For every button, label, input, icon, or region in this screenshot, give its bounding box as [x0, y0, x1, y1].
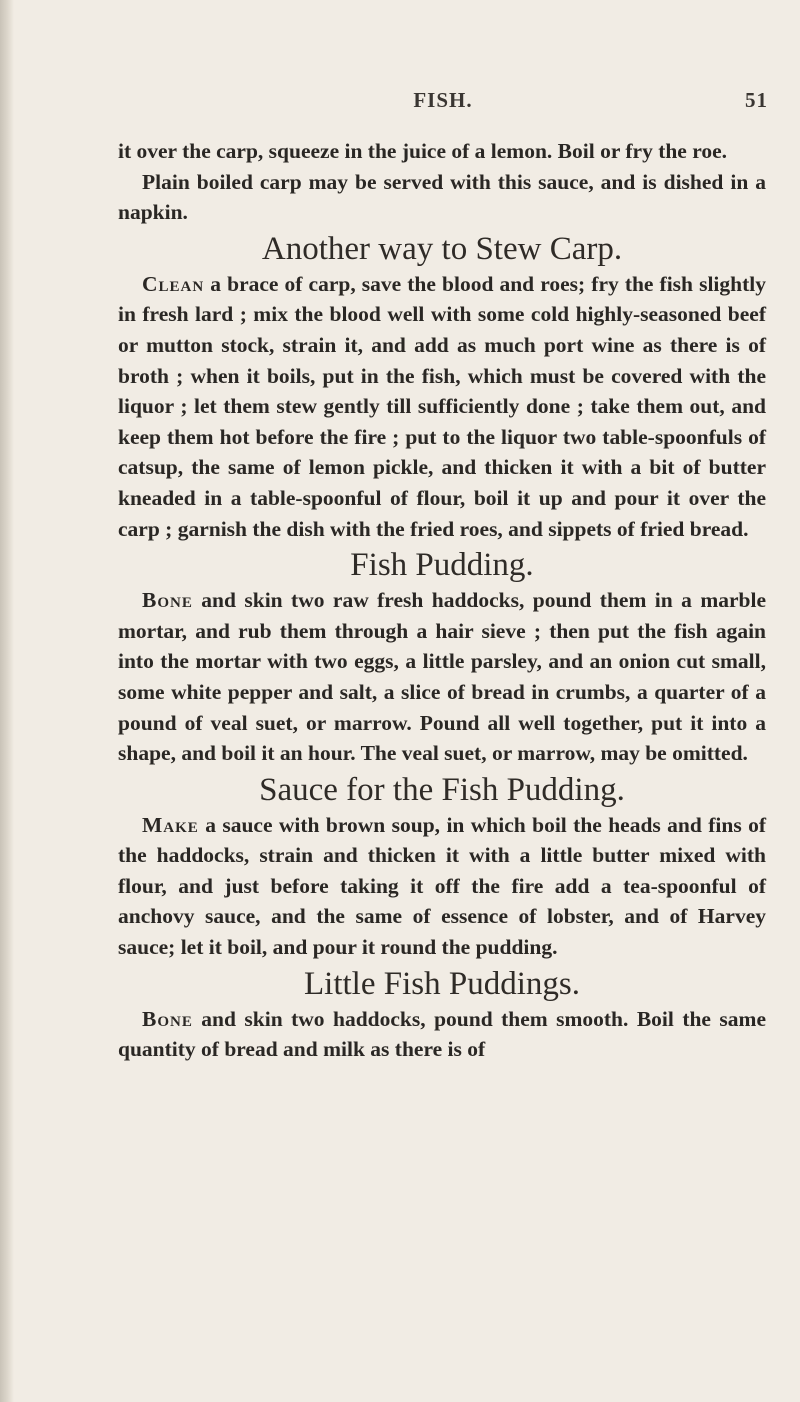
continued-paragraph: it over the carp, squeeze in the juice of a lemon. Boil or fry the roe.: [118, 139, 728, 163]
page-number: 51: [745, 88, 768, 112]
recipe-first-word: Make: [142, 812, 199, 837]
recipe-first-word: Bone: [142, 588, 193, 613]
recipe-title-sauce-fish-pudding: Sauce for the Fish Pudding.: [259, 771, 625, 808]
recipe-body-fish-pudding: [118, 585, 766, 769]
page-body: [118, 136, 766, 1065]
running-head-title: FISH.: [413, 88, 473, 112]
book-page: [118, 0, 790, 1402]
recipe-title-fish-pudding: Fish Pudding.: [350, 547, 534, 584]
running-head: [118, 88, 768, 118]
recipe-text: and skin two haddocks, pound them smooth. Boil the same quantity of bread and milk as there is of: [118, 1006, 766, 1062]
recipe-body-sauce-fish-pudding: [118, 810, 766, 963]
plain-boiled-carp-paragraph: Plain boiled carp may be served with this sauce, and is dished in a napkin.: [118, 169, 766, 225]
recipe-first-word: Clean: [142, 271, 205, 296]
recipe-text: a sauce with brown soup, in which boil the heads and fins of the haddocks, strain and thicken it with a little butter mixed with flour, and just before taking it off the fire add a tea-spoonful of anchovy sauce, and the same of essence of lobster, and of Harvey sauce; let it boil, and pour it round the pudding.: [118, 812, 766, 960]
book-gutter-shadow: [0, 0, 14, 1402]
recipe-body-little-fish-puddings: [118, 1004, 766, 1065]
recipe-body-stew-carp: [118, 269, 766, 544]
recipe-title-stew-carp: Another way to Stew Carp.: [261, 230, 623, 267]
recipe-title-little-fish-puddings: Little Fish Puddings.: [304, 965, 580, 1002]
recipe-first-word: Bone: [142, 1006, 193, 1031]
recipe-text: and skin two raw fresh haddocks, pound them in a marble mortar, and rub them through a hair sieve ; then put the fish again into the mortar with two eggs, a little parsley, and an onion cut small, some white pepper and salt, a slice of bread in crumbs, a quarter of a pound of veal suet, or marrow. Pound all well together, put it into a shape, and boil it an hour. The veal suet, or marrow, may be omitted.: [118, 588, 766, 766]
recipe-text: a brace of carp, save the blood and roes; fry the fish slightly in fresh lard ; mix the blood well with some cold highly-seasoned beef or mutton stock, strain it, and add as much port wine as there is of broth ; when it boils, put in the fish, which must be covered with the liquor ; let them stew gently till sufficiently done ; take them out, and keep them hot before the fire ; put to the liquor two table-spoonfuls of catsup, the same of lemon pickle, and thicken it with a bit of butter kneaded in a table-spoonful of flour, boil it up and pour it over the carp ; garnish the dish with the fried roes, and sippets of fried bread.: [118, 271, 766, 541]
